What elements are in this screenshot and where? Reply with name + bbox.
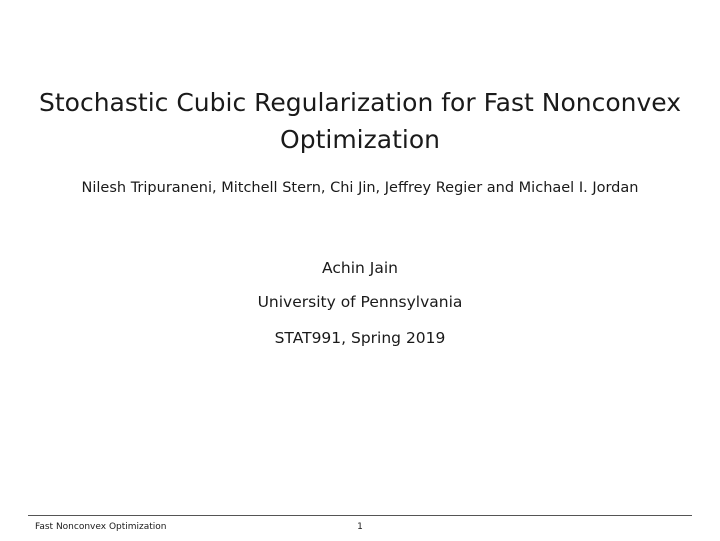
footer-page-number: 1 xyxy=(357,522,363,532)
presenter-name: Achin Jain xyxy=(322,259,398,277)
footer-divider xyxy=(28,515,692,516)
institution-name: University of Pennsylvania xyxy=(257,293,463,311)
author-list: Nilesh Tripuraneni, Mitchell Stern, Chi Jin, Jeffrey Regier and Michael I. Jordan xyxy=(81,180,639,196)
slide-title: Stochastic Cubic Regularization for Fast Nonconvex Optimization xyxy=(38,88,682,154)
footer-short-title: Fast Nonconvex Optimization xyxy=(35,522,167,532)
course-info: STAT991, Spring 2019 xyxy=(274,329,446,347)
